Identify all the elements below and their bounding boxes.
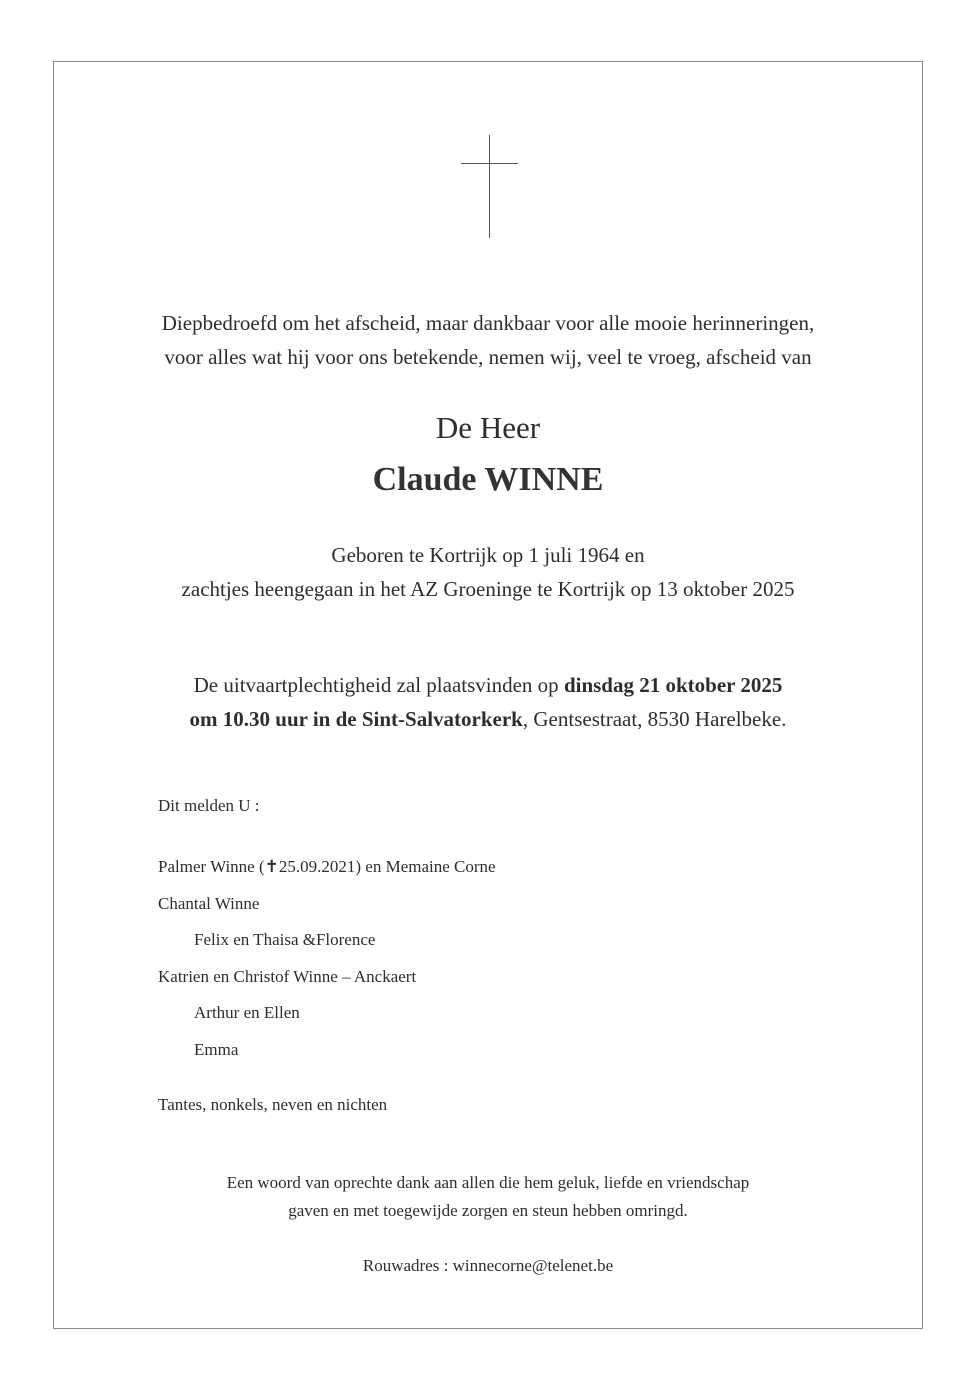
birth-line: Geboren te Kortrijk op 1 juli 1964 en <box>331 543 645 567</box>
family-list <box>158 857 496 1076</box>
intro-line-2: voor alles wat hij voor ons betekende, nemen wij, veel te vroeg, afscheid van <box>164 345 812 369</box>
intro-text <box>54 306 922 374</box>
death-line: zachtjes heengegaan in het AZ Groeninge te Kortrijk op 13 oktober 2025 <box>181 577 795 601</box>
funeral-time-place: om 10.30 uur in de Sint-Salvatorkerk <box>189 707 523 731</box>
thanks-line-2: gaven en met toegewijde zorgen en steun hebben omringd. <box>288 1201 688 1220</box>
cross-horizontal-bar <box>461 163 518 164</box>
funeral-address: , Gentsestraat, 8530 Harelbeke. <box>522 707 787 731</box>
relatives-line: Tantes, nonkels, neven en nichten <box>158 1095 388 1114</box>
family-member-row: Palmer Winne (✝25.09.2021) en Memaine Corne <box>158 857 496 876</box>
funeral-date: dinsdag 21 oktober 2025 <box>563 673 783 697</box>
birth-death-info <box>54 538 922 606</box>
funeral-line-1 <box>54 668 922 702</box>
funeral-intro: De uitvaartplechtigheid zal plaatsvinden op <box>193 673 564 697</box>
deceased-name: Claude WINNE <box>372 461 604 498</box>
intro-line-1: Diepbedroefd om het afscheid, maar dankbaar voor alle mooie herinneringen, <box>161 311 815 335</box>
announcement-label: Dit melden U : <box>158 796 260 815</box>
funeral-info <box>54 668 922 736</box>
family-member-row: Katrien en Christof Winne – Anckaert <box>158 966 417 986</box>
obituary-card <box>53 61 923 1329</box>
mourning-address: Rouwadres : winnecorne@telenet.be <box>362 1256 614 1275</box>
thanks-text <box>54 1169 922 1225</box>
family-member-row: Emma <box>194 1039 239 1059</box>
family-member-row: Felix en Thaisa &Florence <box>194 930 376 949</box>
family-member-row: Arthur en Ellen <box>194 1003 300 1022</box>
cross-vertical-bar <box>489 135 490 238</box>
salutation: De Heer <box>435 410 541 445</box>
funeral-line-2 <box>54 702 922 736</box>
thanks-line-1: Een woord van oprechte dank aan allen die hem geluk, liefde en vriendschap <box>226 1173 750 1192</box>
family-member-row: Chantal Winne <box>158 893 260 913</box>
